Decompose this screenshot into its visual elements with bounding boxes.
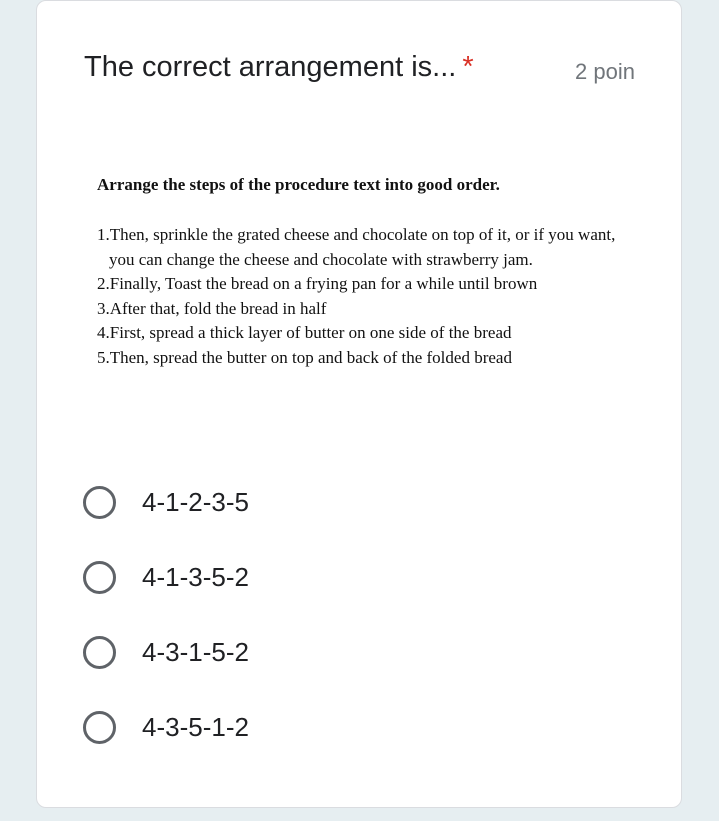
radio-button[interactable] [83, 561, 116, 594]
option-label: 4-1-2-3-5 [142, 486, 249, 517]
question-title-text: The correct arrangement is... [84, 51, 457, 83]
required-asterisk: * [462, 51, 474, 83]
answer-option[interactable] [83, 631, 249, 673]
answer-option[interactable] [83, 481, 249, 523]
instruction-text: Arrange the steps of the procedure text into good order. [97, 175, 500, 194]
answer-option[interactable] [83, 556, 249, 598]
radio-button[interactable] [83, 636, 116, 669]
answer-option[interactable] [83, 706, 249, 748]
option-label: 4-1-3-5-2 [142, 561, 249, 592]
radio-button[interactable] [83, 486, 116, 519]
procedure-step: 2.Finally, Toast the bread on a frying pan for a while until brown [97, 274, 538, 293]
option-label: 4-3-5-1-2 [142, 711, 249, 742]
option-label: 4-3-1-5-2 [142, 636, 249, 667]
answer-options [83, 481, 249, 781]
radio-button[interactable] [83, 711, 116, 744]
procedure-step: 4.First, spread a thick layer of butter on one side of the bread [97, 323, 512, 342]
question-title [84, 51, 474, 84]
procedure-step: 1.Then, sprinkle the grated cheese and chocolate on top of it, or if you want, you can change the cheese and chocolate with strawberry jam. [97, 225, 616, 269]
procedure-steps-list [97, 223, 637, 370]
question-card [36, 0, 682, 808]
procedure-step: 5.Then, spread the butter on top and back of the folded bread [97, 347, 512, 367]
question-image [97, 173, 637, 370]
procedure-step: 3.After that, fold the bread in half [97, 298, 327, 318]
points-label: 2 poin [575, 59, 635, 84]
